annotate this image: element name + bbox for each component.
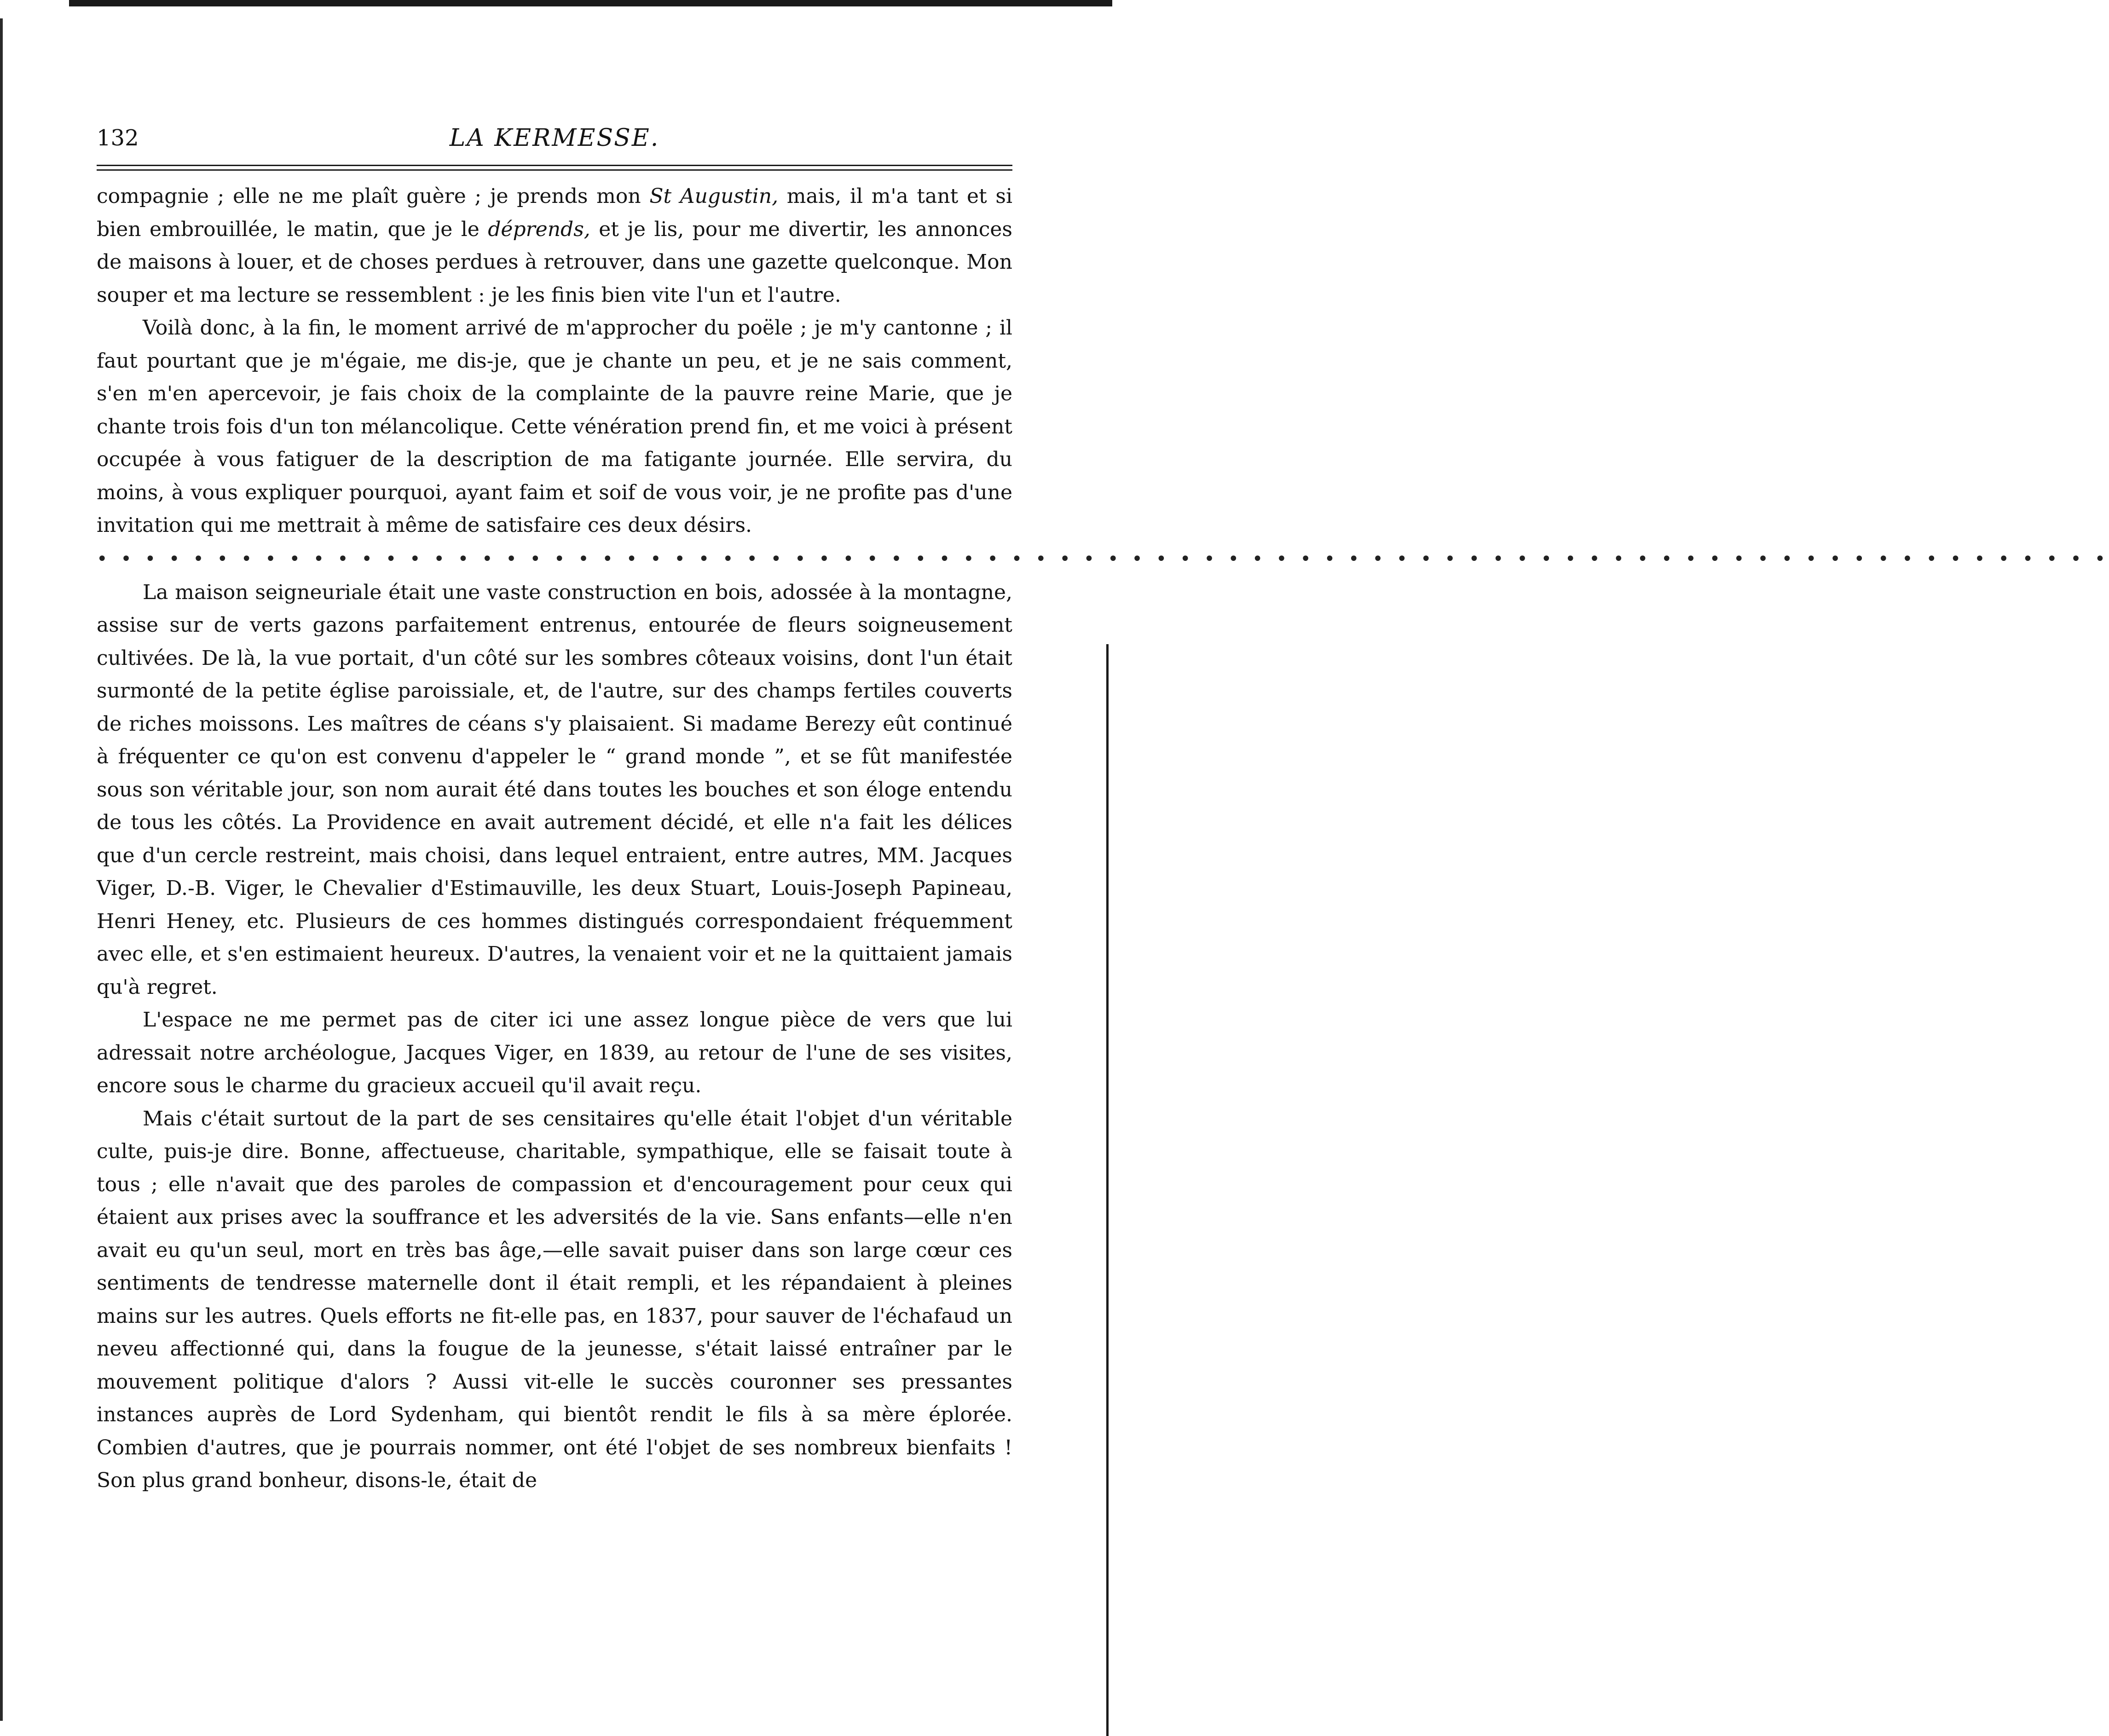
page-scan-edge-top	[69, 0, 1112, 6]
running-head	[97, 124, 1012, 156]
header-double-rule	[97, 165, 1012, 171]
body-text	[97, 180, 2109, 1497]
paragraph-text: compagnie ; elle ne me plaît guère ; je prends mon	[97, 185, 650, 208]
paragraph: La maison seigneuriale était une vaste construction en bois, adossée à la montagne, assise sur de verts gazons parfaitement entrenus, entourée de fleurs soigneusement cultivées. De là, la vue portait, d'un côté sur les sombres côteaux voisins, dont l'un était surmonté de la petite église paroissiale, et, de l'autre, sur des champs fertiles couverts de riches moissons. Les maîtres de céans s'y plaisaient. Si madame Berezy eût continué à fréquenter ce qu'on est convenu d'appeler le “ grand monde ”, et se fût manifestée sous son véritable jour, son nom aurait été dans toutes les bouches et son éloge entendu de tous les côtés. La Providence en avait autrement décidé, et elle n'a fait les délices que d'un cercle restreint, mais choisi, dans lequel entraient, entre autres, MM. Jacques Viger, D.-B. Viger, le Chevalier d'Estimauville, les deux Stuart, Louis-Joseph Papineau, Henri Heney, etc. Plusieurs de ces hommes distingués correspondaient fréquemment avec elle, et s'en estimaient heureux. D'autres, la venaient voir et ne la quittaient jamais qu'à regret.	[97, 580, 1012, 999]
header-rule-top	[97, 165, 1012, 166]
page-scan-edge-right	[1106, 644, 1109, 1736]
header-rule-bottom	[97, 169, 1012, 171]
italic-word: déprends,	[488, 217, 590, 241]
book-page	[97, 124, 2109, 1497]
paragraph: Voilà donc, à la fin, le moment arrivé de m'approcher du poële ; je m'y cantonne ; il faut pourtant que je m'égaie, me dis-je, que je chante un peu, et je ne sais comment, s'en m'en apercevoir, je fais choix de la complainte de la pauvre reine Marie, que je chante trois fois d'un ton mélancolique. Cette vénération prend fin, et me voici à présent occupée à vous fatiguer de la description de ma fatigante journée. Elle servira, du moins, à vous expliquer pourquoi, ayant faim et soif de vous voir, je ne profite pas d'une invitation qui me mettrait à même de satisfaire ces deux désirs.	[97, 316, 1012, 537]
section-separator: • • • • • • • • • • • • • • • • • • • • • • • • • • • • • • • • • • • • • • • • • • • • • • • • • • • • • • • • • • • • • • • • • • • • • • • • • • • • • • • • • • • •	[97, 548, 2109, 570]
paragraph-continuation	[97, 180, 1012, 311]
running-title: LA KERMESSE.	[449, 124, 660, 152]
paragraph: L'espace ne me permet pas de citer ici une assez longue pièce de vers que lui adressait notre archéologue, Jacques Viger, en 1839, au retour de l'une de ses visites, encore sous le charme du gracieux accueil qu'il avait reçu.	[97, 1008, 1012, 1097]
page-scan-edge-left	[0, 18, 3, 1721]
paragraph-text: mais, il m'a tant et si bien embrouillée, le matin, que je le	[97, 185, 1013, 241]
italic-book-title: St Augustin,	[649, 185, 779, 208]
page-number: 132	[97, 125, 139, 151]
paragraph-text: et je lis, pour me divertir, les annonces de maisons à louer, et de choses perdues à retrouver, dans une gazette quelconque. Mon souper et ma lecture se ressemblent : je les finis bien vite l'un et l'autre.	[97, 217, 1012, 307]
paragraph: Mais c'était surtout de la part de ses censitaires qu'elle était l'objet d'un véritable culte, puis-je dire. Bonne, affectueuse, charitable, sympathique, elle se faisait toute à tous ; elle n'avait que des paroles de compassion et d'encouragement pour ceux qui étaient aux prises avec la souffrance et les adversités de la vie. Sans enfants—elle n'en avait eu qu'un seul, mort en très bas âge,—elle savait puiser dans son large cœur ces sentiments de tendresse maternelle dont il était rempli, et les répandaient à pleines mains sur les autres. Quels efforts ne fit-elle pas, en 1837, pour sauver de l'échafaud un neveu affectionné qui, dans la fougue de la jeunesse, s'était laissé entraîner par le mouvement politique d'alors ? Aussi vit-elle le succès couronner ses pressantes instances auprès de Lord Sydenham, qui bientôt rendit le fils à sa mère éplorée. Combien d'autres, que je pourrais nommer, ont été l'objet de ses nombreux bienfaits ! Son plus grand bonheur, disons-le, était de	[97, 1107, 1012, 1492]
